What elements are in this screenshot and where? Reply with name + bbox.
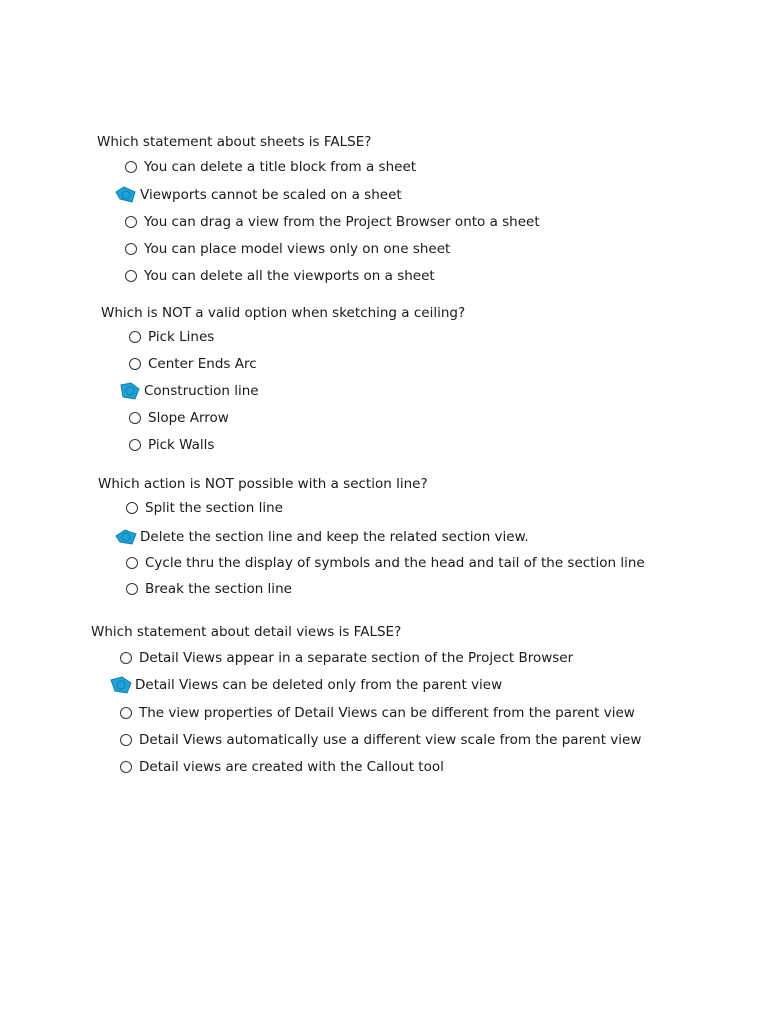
q3-option-4[interactable]: [126, 581, 292, 597]
q2-option-5-label: Pick Walls: [148, 437, 215, 453]
radio-empty-icon[interactable]: [126, 583, 138, 595]
q3-option-2[interactable]: [121, 528, 529, 546]
q4-option-5-label: Detail views are created with the Callout tool: [139, 759, 444, 775]
q4-option-3-label: The view properties of Detail Views can be different from the parent view: [139, 705, 635, 721]
radio-empty-icon[interactable]: [129, 412, 141, 424]
q4-option-1-label: Detail Views appear in a separate section of the Project Browser: [139, 650, 574, 666]
q3-option-3[interactable]: [126, 555, 645, 571]
q3-option-1[interactable]: [126, 500, 283, 516]
radio-empty-icon[interactable]: [129, 439, 141, 451]
q4-option-4[interactable]: [120, 732, 641, 748]
radio-empty-icon[interactable]: [120, 761, 132, 773]
q4-option-3[interactable]: [120, 705, 635, 721]
q4-option-1[interactable]: [120, 650, 573, 666]
radio-empty-icon[interactable]: [126, 557, 138, 569]
radio-selected-mark-icon[interactable]: [115, 186, 137, 204]
question-2-prompt: Which is NOT a valid option when sketching a ceiling?: [101, 305, 466, 321]
q2-option-4[interactable]: [129, 410, 229, 426]
q4-option-4-label: Detail Views automatically use a different view scale from the parent view: [139, 732, 642, 748]
q1-option-5-label: You can delete all the viewports on a sheet: [144, 268, 435, 284]
radio-empty-icon[interactable]: [125, 243, 137, 255]
radio-empty-icon[interactable]: [129, 331, 141, 343]
q2-option-1-label: Pick Lines: [148, 329, 215, 345]
radio-empty-icon[interactable]: [126, 502, 138, 514]
q1-option-4[interactable]: [125, 241, 450, 257]
q1-option-4-label: You can place model views only on one sheet: [144, 241, 451, 257]
question-4-prompt: Which statement about detail views is FALSE?: [91, 624, 402, 640]
question-3-prompt: Which action is NOT possible with a section line?: [98, 476, 428, 492]
q1-option-2-label: Viewports cannot be scaled on a sheet: [140, 187, 402, 203]
q3-option-3-label: Cycle thru the display of symbols and the head and tail of the section line: [145, 555, 645, 571]
radio-selected-mark-icon[interactable]: [115, 528, 137, 546]
q1-option-1-label: You can delete a title block from a sheet: [144, 159, 417, 175]
q2-option-1[interactable]: [129, 329, 214, 345]
q1-option-2[interactable]: [121, 186, 402, 204]
radio-empty-icon[interactable]: [125, 216, 137, 228]
q2-option-4-label: Slope Arrow: [148, 410, 229, 426]
q4-option-5[interactable]: [120, 759, 444, 775]
question-1-prompt: Which statement about sheets is FALSE?: [97, 134, 372, 150]
q2-option-2[interactable]: [129, 356, 257, 372]
q3-option-1-label: Split the section line: [145, 500, 283, 516]
radio-empty-icon[interactable]: [125, 270, 137, 282]
q2-option-5[interactable]: [129, 437, 214, 453]
q2-option-3[interactable]: [125, 382, 259, 400]
radio-empty-icon[interactable]: [129, 358, 141, 370]
q1-option-1[interactable]: [125, 159, 416, 175]
radio-empty-icon[interactable]: [120, 652, 132, 664]
q1-option-3-label: You can drag a view from the Project Browser onto a sheet: [144, 214, 540, 230]
q3-option-2-label: Delete the section line and keep the related section view.: [140, 529, 529, 545]
radio-empty-icon[interactable]: [120, 707, 132, 719]
radio-empty-icon[interactable]: [125, 161, 137, 173]
q1-option-3[interactable]: [125, 214, 540, 230]
radio-empty-icon[interactable]: [120, 734, 132, 746]
q2-option-2-label: Center Ends Arc: [148, 356, 257, 372]
q4-option-2[interactable]: [116, 676, 502, 694]
q3-option-4-label: Break the section line: [145, 581, 292, 597]
q2-option-3-label: Construction line: [144, 383, 259, 399]
radio-selected-mark-icon[interactable]: [110, 676, 132, 694]
q1-option-5[interactable]: [125, 268, 435, 284]
q4-option-2-label: Detail Views can be deleted only from the parent view: [135, 677, 503, 693]
radio-selected-mark-icon[interactable]: [119, 382, 141, 400]
